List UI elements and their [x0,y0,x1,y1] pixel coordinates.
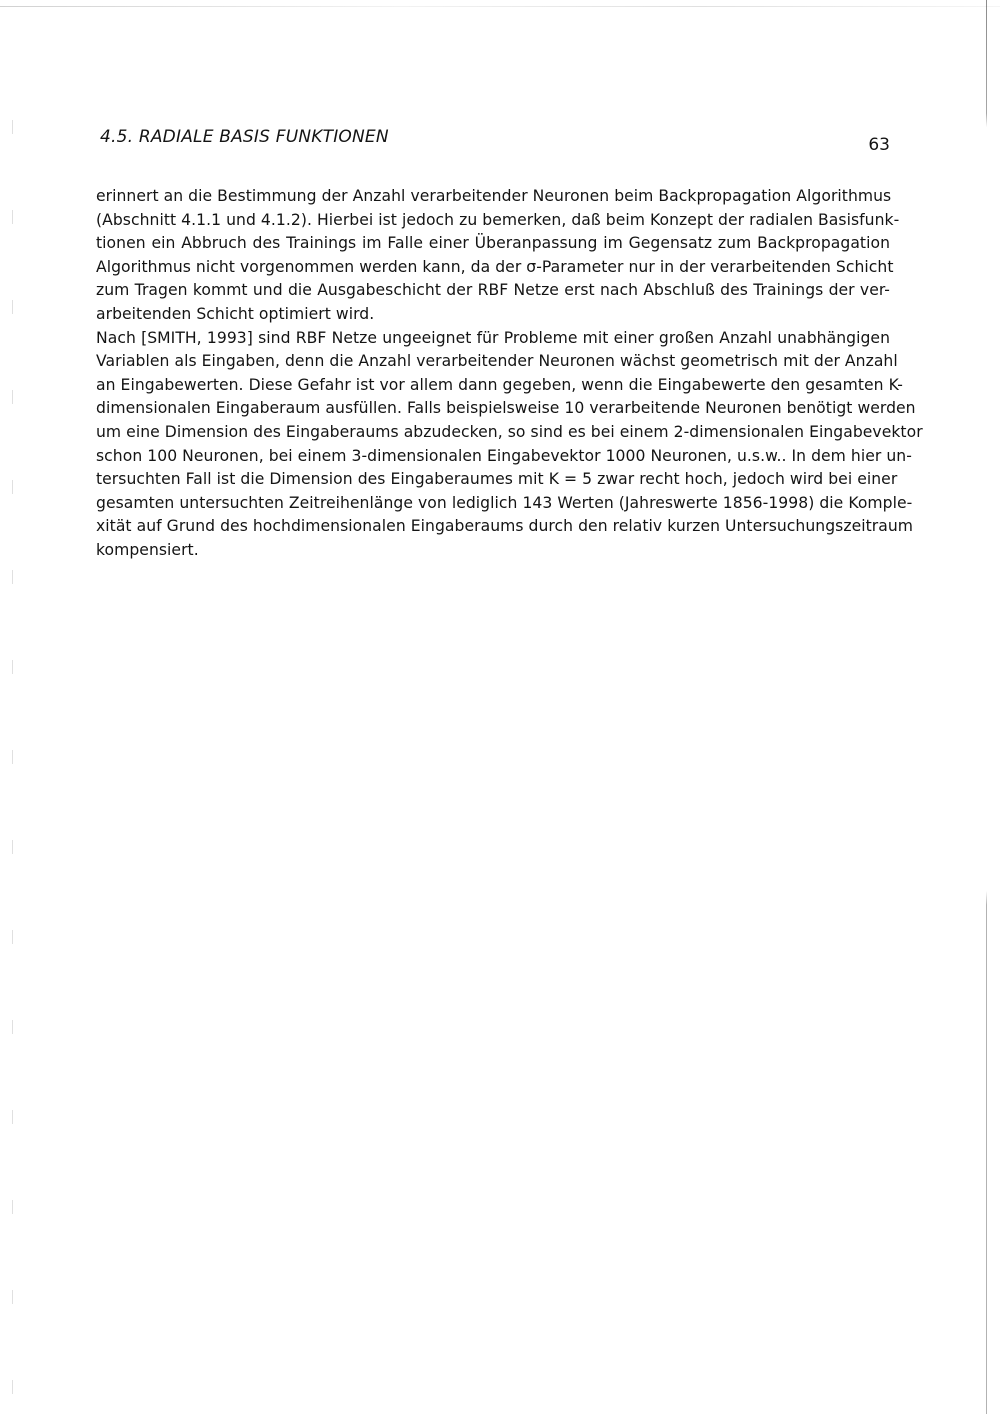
text-line: Nach [SMITH, 1993] sind RBF Netze ungeeignet für Probleme mit einer großen Anzahl unabhängigen [96,328,890,347]
text-line: tionen ein Abbruch des Trainings im Falle einer Überanpassung im Gegensatz zum Backpropagation [96,234,890,253]
section-title: 4.5. RADIALE BASIS FUNKTIONEN [100,127,389,147]
scan-right-edge [986,0,987,1414]
text-line: erinnert an die Bestimmung der Anzahl verarbeitender Neuronen beim Backpropagation Algorithmus [96,187,892,205]
running-head [100,127,890,159]
text-line: tersuchten Fall ist die Dimension des Eingaberaumes mit K = 5 zwar recht hoch, jedoch wird bei einer [96,470,898,489]
scan-left-edge [12,120,13,1400]
scan-top-edge [0,6,1000,7]
text-line: Algorithmus nicht vorgenommen werden kann, da der σ-Parameter nur in der verarbeitenden Schicht [96,257,894,276]
text-line: gesamten untersuchten Zeitreihenlänge von lediglich 143 Werten (Jahreswerte 1856-1998) die Komple- [96,493,913,512]
text-line: xität auf Grund des hochdimensionalen Eingaberaums durch den relativ kurzen Untersuchungszeitraum [96,517,914,536]
text-line: zum Tragen kommt und die Ausgabeschicht der RBF Netze erst nach Abschluß des Trainings der ver- [96,281,890,300]
text-line: dimensionalen Eingaberaum ausfüllen. Falls beispielsweise 10 verarbeitende Neuronen benötigt werden [96,399,916,418]
text-line: kompensiert. [96,540,199,559]
text-line: arbeitenden Schicht optimiert wird. [96,304,375,323]
text-line: um eine Dimension des Eingaberaums abzudecken, so sind es bei einem 2-dimensionalen Eingabevektor [96,422,923,441]
paragraph-1 [96,185,900,327]
paragraph-2 [96,327,923,563]
body-text [96,185,923,563]
text-line: (Abschnitt 4.1.1 und 4.1.2). Hierbei ist jedoch zu bemerken, daß beim Konzept der radialen Basisfunk- [96,210,900,229]
page-number: 63 [868,135,890,155]
text-line: Variablen als Eingaben, denn die Anzahl verarbeitender Neuronen wächst geometrisch mit der Anzahl [96,352,898,371]
text-line: schon 100 Neuronen, bei einem 3-dimensionalen Eingabevektor 1000 Neuronen, u.s.w.. In dem hier un- [96,446,912,465]
text-line: an Eingabewerten. Diese Gefahr ist vor allem dann gegeben, wenn die Eingabewerte den gesamten K- [96,375,903,394]
